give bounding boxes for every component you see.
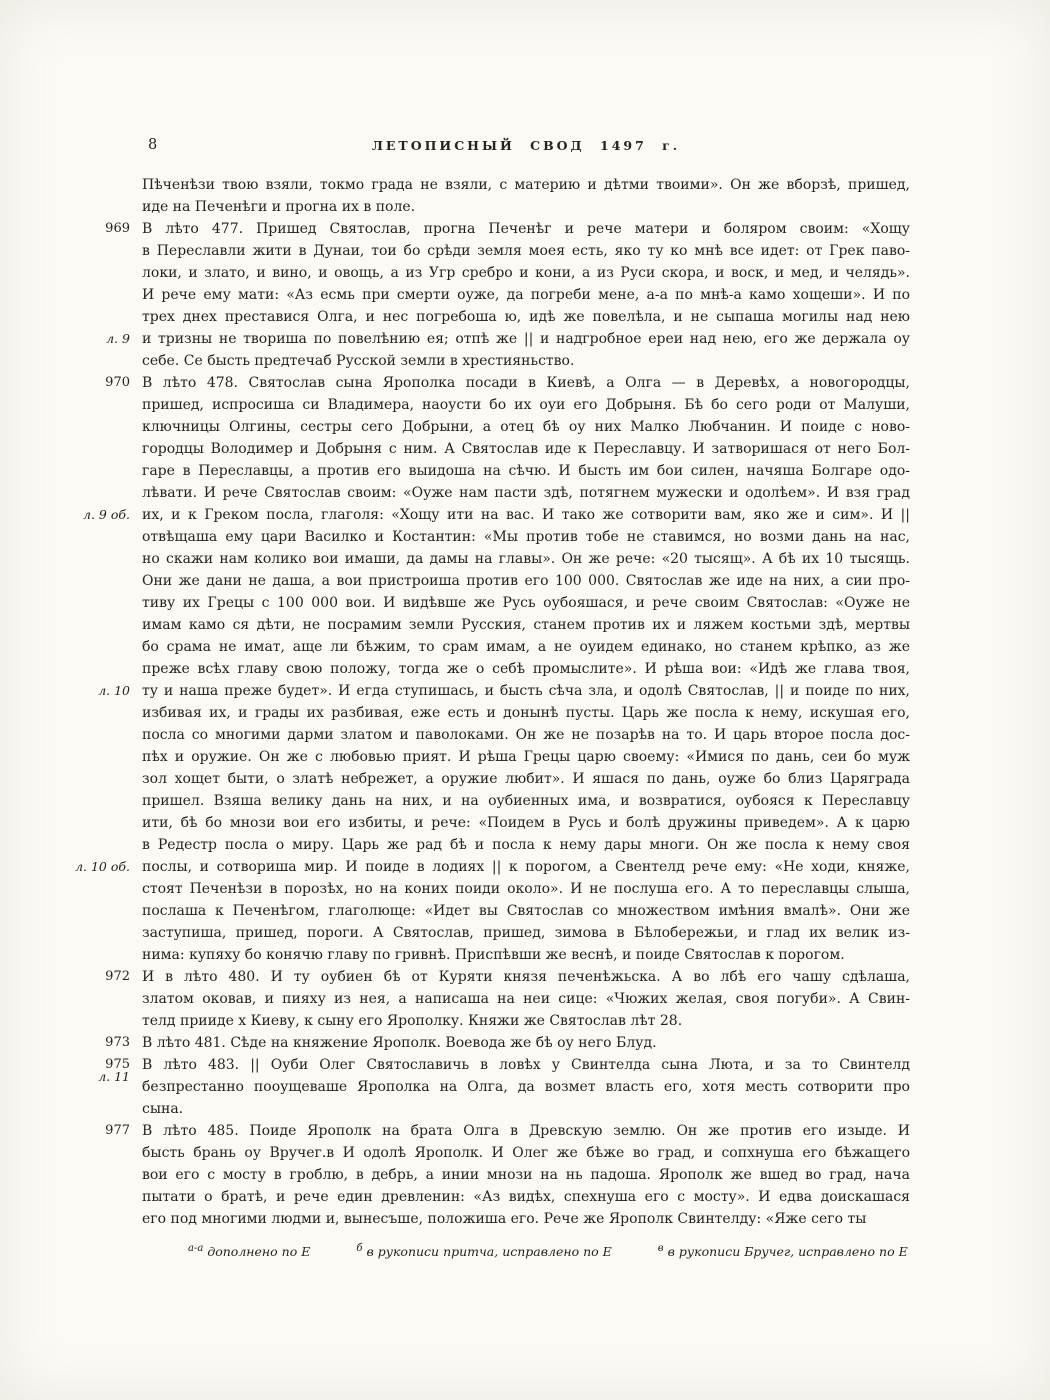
text-line: локи, и злато, и вино, и овощь, а из Угр сребро и кони, а из Руси скора, и воск, и мед, и челядь».	[142, 265, 910, 281]
text-line: ту и наша преже будет». И егда ступишась, и бысть сѣча зла, и одолѣ Святослав, || и поиде по них,	[142, 683, 910, 699]
margin-year-note: 970	[105, 375, 130, 390]
paragraph	[105, 966, 910, 1032]
text-line: В лѣто 477. Пришед Святослав, прогна Печенѣг и рече матери и боляром своим: «Хощу	[142, 221, 910, 237]
text-line: в Редестр посла о миру. Царь же рад бѣ и посла к нему дары многи. Он же посла к нему своя	[142, 837, 910, 853]
text-line: его под многими людми и, вынесъше, положиша его. Рече же Ярополк Свинтелду: «Яже сего ты	[142, 1211, 867, 1227]
text-line: преже всѣх главу свою положу, тогда же о себѣ промыслите». И рѣша вои: «Идѣ же глава твоя,	[142, 661, 910, 677]
text-line: ити, бѣ бо мнози вои его избиты, и рече: «Поидем в Русь и болѣ дружины приведем». А к царю	[142, 815, 910, 831]
margin-year-note: 972	[105, 969, 130, 984]
margin-folio-note: л. 10	[98, 683, 130, 698]
margin-year-note: 975	[105, 1057, 130, 1072]
text-line: гаре в Переславцы, а против его выидоша на сѣчю. И бысть им бои силен, начяша Болгаре одо-	[142, 463, 910, 479]
paragraph	[105, 1120, 910, 1230]
text-line: отвѣщаша ему цари Василко и Костантин: «Мы против тобе не ставимся, но возми дань на нас,	[142, 529, 910, 545]
footnote-marker: в	[657, 1243, 664, 1254]
paragraph	[98, 1054, 910, 1120]
footnote-marker: а-а	[188, 1243, 204, 1254]
margin-folio-note: л. 9	[106, 331, 130, 346]
text-line: тиву их Грецы с 100 000 вои. И видѣвше же Русь оубояшася, и рече своим Святослав: «Оуже не	[142, 595, 910, 611]
margin-year-note: 973	[105, 1035, 130, 1050]
footnote: $^б$ в рукописи притча, исправлено по Е	[356, 1243, 612, 1260]
page-header	[142, 136, 910, 158]
paragraph	[142, 174, 910, 218]
margin-year-note: 969	[105, 221, 130, 236]
text-line: Пѣченѣзи твою взяли, токмо града не взяли, с материю и дѣтми твоими». Он же вборзѣ, пришед,	[142, 177, 910, 193]
text-line: В лѣто 478. Святослав сына Ярополка посади в Киевѣ, а Олга — в Деревѣх, а новогородцы,	[142, 375, 910, 391]
text-line: златом оковав, и пияху из нея, а написаша на неи сице: «Чюжих желая, своя погуби». А Свин-	[142, 991, 910, 1007]
text-line: лѣвати. И рече Святослав своим: «Оуже нам пасти здѣ, потягнем мужески и одолѣем». И взя град	[142, 485, 910, 501]
text-line: пришед, испросиша си Владимера, наоусти бо их оуи его Добрыня. Бѣ бо сего роди от Малуши,	[142, 397, 910, 413]
text-line: и тризны не твориша по повелѣнию ея; отпѣ же || и надгробное ереи над нею, его же держала оу	[142, 331, 910, 347]
text-line: трех днех преставися Олга, и нес погребоша ю, идѣ же повелѣла, и не сыпаша могилы над нею	[142, 309, 910, 325]
text-line: В лѣто 483. || Оуби Олег Святославичь в ловѣх у Свинтелда сына Люта, и за то Свинтелд	[142, 1057, 910, 1073]
margin-year-note: 977	[105, 1123, 130, 1138]
paragraph	[105, 1032, 910, 1054]
text-line: бысть брань оу Вручег.в И одолѣ Ярополк. И Олег же бѣже во град, и сопхнуша его бѣжащего	[142, 1145, 910, 1161]
text-line: но скажи нам колико вои имаши, да дамы на главы». Он же рече: «20 тысящ». А бѣ их 10 тысящь.	[142, 551, 910, 567]
text-line: И в лѣто 480. И ту оубиен бѣ от Куряти князя печенѣжьска. А во лбѣ его чашу сдѣлаша,	[142, 969, 910, 985]
text-line: нима: купяху бо конячю главу по гривнѣ. Приспѣвши же веснѣ, и поиде Святослав к порогом.	[142, 947, 845, 963]
text-line: городцы Володимер и Добрыня с ним. А Святослав иде к Переславцу. И затворишася от него Бол-	[142, 441, 910, 457]
text-line: пришел. Взяша велику дань на них, и на оубиенных има, и возвратися, оубояся к Переславцу	[142, 793, 910, 809]
text-line: их, и к Греком посла, глаголя: «Хощу ити на вас. И тако же сотворити вам, яко же и сим». И ||	[142, 507, 910, 523]
margin-folio-note: л. 10 об.	[75, 859, 130, 874]
text-line: стоят Печенѣзи в порозѣх, но на коних поиди около». И не послуша его. А то переславцы слыша,	[142, 881, 910, 897]
text-line: себе. Се бысть предтечаб Русской земли в хрестияньство.	[142, 353, 575, 369]
text-line: пытати о братѣ, и рече един древленин: «Аз видѣх, спехнуша его с мосту». И едва доискашася	[142, 1189, 910, 1205]
text-line: иде на Печенѣги и прогна их в поле.	[142, 199, 416, 215]
text-line: зол хощет быти, о златѣ небрежет, а оружие любит». И яшася по дань, оуже бо близ Царяграда	[142, 771, 910, 787]
text-line: безпрестанно пооущеваше Ярополка на Олга, да возмет власть его, хотя месть сотворити про	[142, 1079, 910, 1095]
text-line: Они же дани не даша, а вои пристроиша против его 100 000. Святослав же иде на них, а сии про-	[142, 573, 910, 589]
text-line: ключницы Олгины, сестры сего Добрыни, а отец бѣ оу них Малко Любчанин. И поиде с ново-	[142, 419, 910, 435]
text-line: И рече ему мати: «Аз есмь при смерти оуже, да погреби мене, а-а по мнѣ-а камо хощеши». И по	[142, 287, 910, 303]
text-line: В лѣто 481. Сѣде на княжение Ярополк. Воевода же бѣ оу него Блуд.	[142, 1035, 657, 1051]
text-line: вои его с мосту в гроблю, в дебрь, а инии мнози на нь падоша. Ярополк же вшед во град, нача	[142, 1167, 910, 1183]
text-line: бо срама не имат, аще ли бѣжим, то срам имам, а не оуидем единако, но станем крѣпко, аз же	[142, 639, 910, 655]
paragraph	[75, 372, 910, 966]
running-title: ЛЕТОПИСНЫЙ СВОД 1497 г.	[371, 138, 681, 153]
text-line: в Переславли жити в Дунаи, тои бо срѣди земля моея есть, яко ту ко мнѣ все идет: от Грек паво-	[142, 243, 910, 259]
text-line: избивая их, и грады их разбивая, еже есть и донынѣ пусты. Царь же посла к нему, искушая его,	[142, 705, 910, 721]
footnote: $^в$ в рукописи Бручег, исправлено по Е	[657, 1243, 908, 1260]
text-line: послаша к Печенѣгом, глаголюще: «Идет вы Святослав со множеством имѣния вмалѣ». Они же	[142, 903, 910, 919]
text-line: посла со многими дарми златом и паволоками. Он же не позарѣв на то. И царь второе посла дос-	[142, 727, 910, 743]
footnotes-row	[188, 1243, 912, 1259]
footnote-marker: б	[356, 1243, 363, 1254]
margin-folio-note: л. 9 об.	[83, 507, 130, 522]
text-line: телд прииде х Киеву, к сыну его Ярополку. Княжи же Святослав лѣт 28.	[142, 1013, 683, 1029]
text-line: имам камо ся дѣти, не посрамим земли Русския, станем против их и ляжем костьми здѣ, мертвы	[142, 617, 910, 633]
footnote: $^{а-а}$ дополнено по Е	[188, 1243, 311, 1260]
text-line: послы, и сотвориша мир. И поиде в лодиях || к порогом, а Свентелд рече ему: «Не ходи, княже,	[142, 859, 910, 875]
paragraph	[105, 218, 910, 372]
page-number: 8	[148, 137, 158, 153]
text-line: сына.	[142, 1101, 184, 1117]
chronicle-text-block	[75, 174, 910, 1230]
text-line: заступиша, пришед, пороги. А Святослав, пришед, зимова в Бѣлобережьи, и глад их велик из-	[142, 925, 910, 941]
text-line: В лѣто 485. Поиде Ярополк на брата Олга в Древскую землю. Он же против его изыде. И	[142, 1123, 910, 1139]
text-line: пѣх и оружие. Он же с любовью прият. И рѣша Грецы царю своему: «Имися по дань, сеи бо муж	[142, 749, 910, 765]
margin-folio-note: л. 11	[98, 1069, 130, 1085]
